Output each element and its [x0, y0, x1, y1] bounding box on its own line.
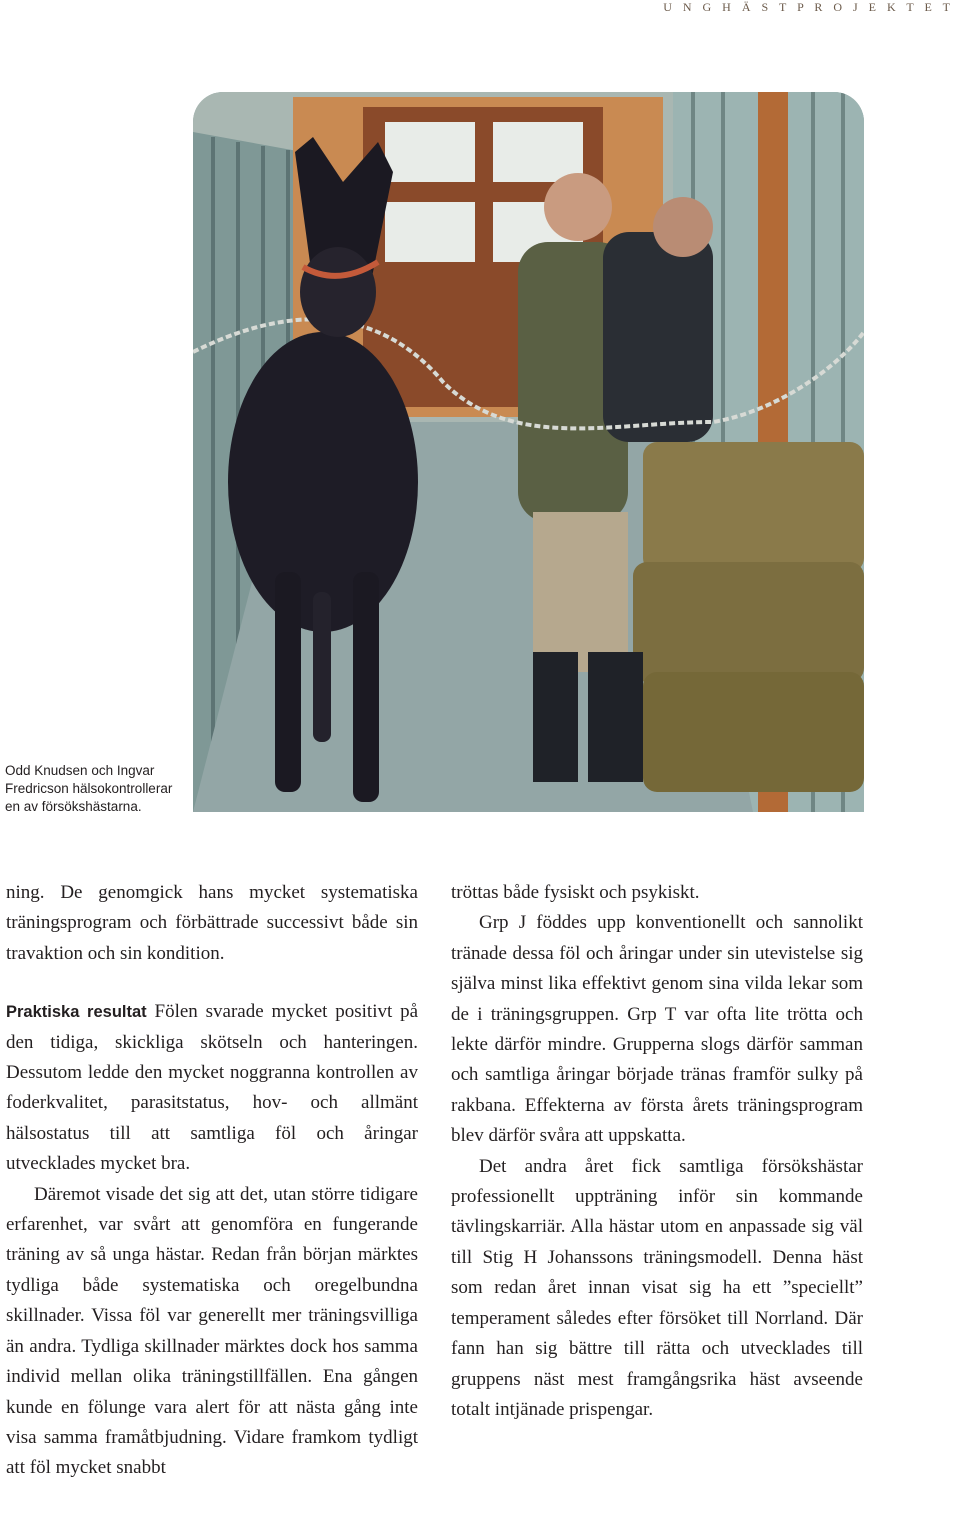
photo-horse-and-men-icon	[193, 92, 864, 812]
paragraph: Det andra året fick samtliga försökshästar professionellt uppträning inför sin kommande tävlingskarriär. Alla hästar utom en anpassade sig väl till Stig H Johanssons träningsmodell. Denna häst som redan året innan visat sig ha ett ”speciellt” temperament således efter försöket till Norrland. Där fann han sig bättre till rätta och utvecklades till gruppens näst mest framgångsrika häst avseende totalt intjänade prispengar.	[451, 1155, 863, 1420]
subheading: Praktiska resultat	[6, 1003, 147, 1022]
photo-caption: Odd Knudsen och Ingvar Fredricson hälsokontrollerar en av försökshästarna.	[5, 763, 173, 814]
right-column	[451, 878, 863, 1425]
paragraph-text: Fölen svarade mycket positivt på den tidiga, skickliga skötseln och hanteringen. Dessutom ledde den mycket noggranna kontrollen av foderkvalitet, parasitstatus, hov- och allmänt hälsostatus till att samtliga föl och åringar utvecklades mycket bra.	[6, 1001, 419, 1175]
paragraph: tröttas både fysiskt och psykiskt.	[451, 882, 700, 903]
paragraph: ning. De genomgick hans mycket systematiska träningsprogram och förbättrade successivt både sin travaktion och sin kondition.	[6, 882, 418, 964]
paragraph: Däremot visade det sig att det, utan större tidigare erfarenhet, var svårt att genomföra en fungerande träning av så unga hästar. Redan från början märktes tydliga både systematiska och oregelbundna skillnader. Vissa föl var generellt mer träningsvilliga än andra. Tydliga skillnader märktes dock hos samma individ mellan olika träningstillfällen. Ena gången kunde en fölunge vara alert för att nästa gång inte visa samma framåtbjudning. Vidare framkom tydligt att föl mycket snabbt	[6, 1183, 418, 1479]
paragraph: Grp J föddes upp konventionellt och sannolikt tränade dessa föl och åringar under sin utevistelse sig själva minst lika effektivt genom sina vilda lekar som de i träningsgruppen. Grp T var ofta lite trötta och lekte därför mindre. Grupperna slogs därför samman och samtliga åringar började tränas framför sulky på rakbana. Effekterna av första årets träningsprogram blev därför svåra att uppskatta.	[451, 912, 863, 1147]
paragraph	[6, 997, 418, 1179]
horse-photo	[193, 92, 864, 812]
left-column	[6, 878, 418, 1484]
running-header: U N G H Ä S T P R O J E K T E T	[663, 0, 954, 14]
